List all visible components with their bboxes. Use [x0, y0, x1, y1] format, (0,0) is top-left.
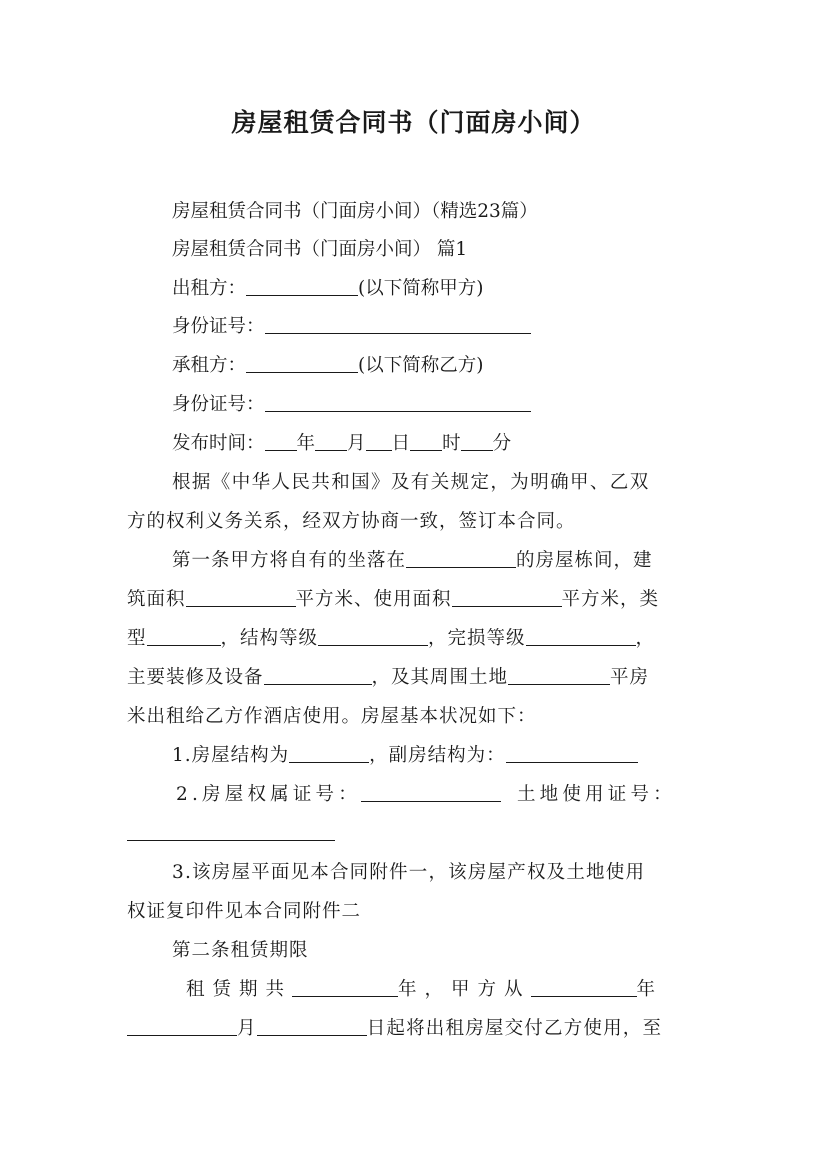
publish-time-label: 发布时间：: [172, 433, 265, 454]
damage-grade-label: ，完损等级: [428, 628, 526, 649]
article2-heading-text: 第二条租赁期限: [172, 940, 309, 961]
usable-area-blank: [452, 588, 562, 607]
subtitle-text: 房屋租赁合同书（门面房小间）（精选23篇）: [172, 201, 538, 222]
hour-blank: [410, 432, 442, 451]
article1-line: [127, 627, 655, 651]
minute-blank: [461, 432, 493, 451]
day-label: 日: [391, 433, 411, 454]
section-heading: [172, 238, 467, 262]
intro-text-2: 方的权利义务关系，经双方协商一致，签订本合同。: [127, 511, 576, 532]
item3-line: [127, 900, 361, 924]
type-label: 平方米，类: [561, 589, 660, 610]
building-area-blank: [186, 588, 296, 607]
lessor-id-blank: [265, 315, 531, 334]
start-month-blank: [127, 1017, 237, 1036]
lessor-label: 出租方：: [172, 278, 247, 299]
delivery-text: 日起将出租房屋交付乙方使用，至: [366, 1018, 663, 1039]
usable-area-label: 平方米、使用面积: [295, 589, 452, 610]
month-blank: [315, 432, 347, 451]
structure-grade-label: ，结构等级: [220, 628, 319, 649]
paragraph-line: [127, 510, 576, 534]
structure-grade-blank: [318, 627, 428, 646]
location-blank: [406, 549, 516, 568]
from-year-label: 年，甲方从: [398, 979, 531, 1000]
land-blank: [508, 666, 610, 685]
publish-time-line: [172, 432, 511, 456]
lessor-line: [172, 277, 483, 301]
item2-line: [176, 783, 676, 807]
lessor-id-label: 身份证号：: [172, 316, 265, 337]
sub-structure-blank: [506, 744, 638, 763]
lessee-line: [172, 354, 483, 378]
month-unit: 月: [237, 1018, 257, 1039]
year-blank: [265, 432, 297, 451]
comma: ，: [635, 628, 656, 649]
land-label: ，及其周围土地: [371, 667, 509, 688]
structure-label: 1.房屋结构为: [172, 745, 290, 766]
item3-text-1: 3.该房屋平面见本合同附件一，该房屋产权及土地使用: [172, 862, 646, 883]
structure-blank: [289, 744, 369, 763]
year-unit: 年: [636, 979, 664, 1000]
minute-label: 分: [492, 433, 512, 454]
type-label-2: 型: [127, 628, 147, 649]
item1-line: [172, 744, 638, 768]
month-label: 月: [347, 433, 366, 454]
lessee-id-blank: [265, 393, 531, 412]
land-cert-blank-line: [127, 822, 335, 846]
lessor-id-line: [172, 315, 531, 339]
ownership-cert-blank: [361, 783, 501, 802]
item3-text-2: 权证复印件见本合同附件二: [127, 901, 362, 922]
article1-line: [127, 588, 659, 612]
article1-line: [127, 666, 649, 690]
item3-line: [172, 861, 645, 885]
article1-line: [172, 549, 653, 573]
start-year-blank: [531, 978, 637, 997]
damage-grade-blank: [526, 627, 636, 646]
lessee-note: (以下简称乙方): [358, 355, 484, 376]
lease-term-line: [186, 978, 663, 1002]
lease-term-line: [127, 1017, 662, 1041]
usage-text: 米出租给乙方作酒店使用。房屋基本状况如下：: [127, 706, 537, 727]
building-area-label: 筑面积: [127, 589, 186, 610]
start-day-blank: [257, 1017, 367, 1036]
lessee-label: 承租方：: [172, 355, 247, 376]
sub-structure-label: ，副房结构为：: [369, 745, 506, 766]
type-blank: [147, 627, 221, 646]
decoration-blank: [264, 666, 372, 685]
land-cert-label: 土地使用证号：: [516, 784, 676, 805]
article2-heading: [172, 939, 309, 963]
lessee-id-line: [172, 393, 531, 417]
lessee-blank: [246, 354, 358, 373]
year-label: 年: [296, 433, 316, 454]
hour-label: 时: [442, 433, 461, 454]
subtitle-line: [172, 200, 538, 224]
lease-years-blank: [292, 978, 398, 997]
day-blank: [366, 432, 392, 451]
intro-text-1: 根据《中华人民共和国》及有关规定，为明确甲、乙双: [172, 472, 650, 493]
ownership-cert-label: 2.房屋权属证号：: [176, 784, 361, 805]
land-cert-blank: [127, 822, 335, 841]
decoration-label: 主要装修及设备: [127, 667, 264, 688]
sqm-label: 平房: [610, 667, 650, 688]
article1-line: [127, 705, 537, 729]
lessor-note: (以下简称甲方): [358, 278, 484, 299]
paragraph-line: [172, 471, 650, 495]
section-heading-text: 房屋租赁合同书（门面房小间） 篇1: [172, 239, 468, 260]
lease-term-label: 租赁期共: [186, 979, 293, 1000]
article1-text-b: 的房屋栋间，建: [516, 550, 653, 571]
article1-text-a: 第一条甲方将自有的坐落在: [172, 550, 407, 571]
document-title: 房屋租赁合同书（门面房小间）: [231, 108, 596, 137]
lessee-id-label: 身份证号：: [172, 394, 265, 415]
lessor-blank: [246, 277, 358, 296]
